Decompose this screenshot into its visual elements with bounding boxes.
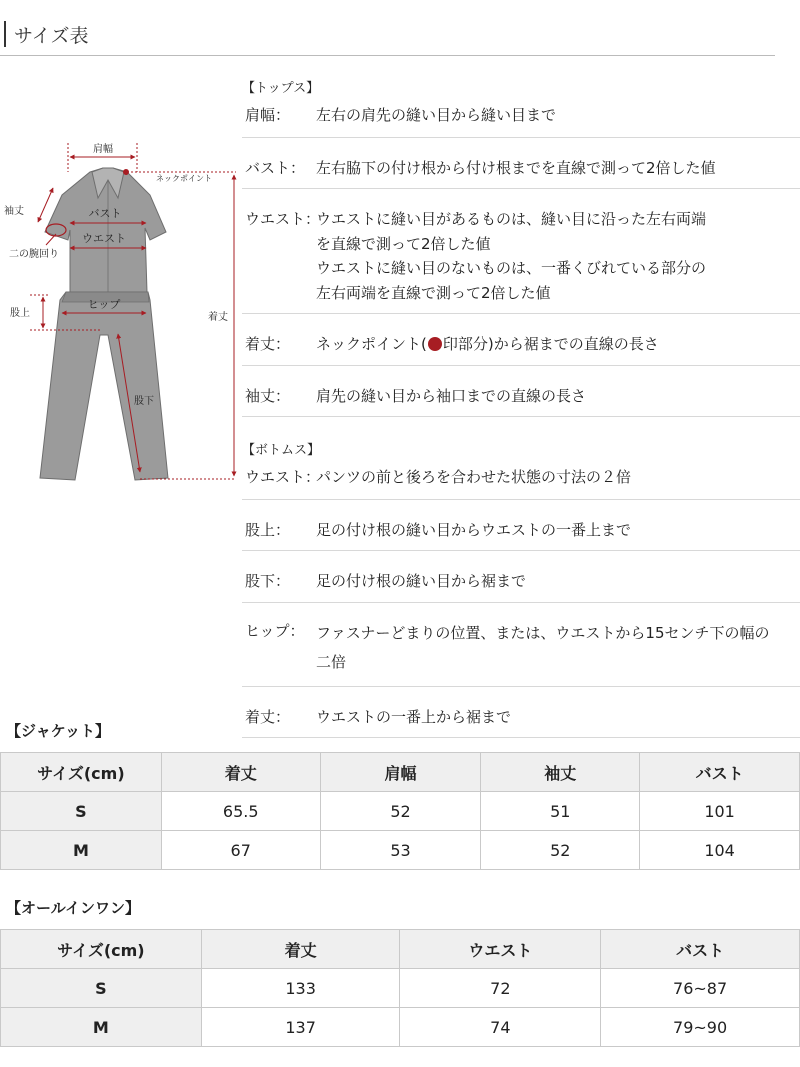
def-line: ウエストに縫い目があるものは、縫い目に沿った左右両端 [316,210,707,228]
def-label: 股下： [245,572,291,590]
def-row-bottoms-waist [242,465,800,500]
def-text: パンツの前と後ろを合わせた状態の寸法の２倍 [316,468,632,486]
def-text: 足の付け根の縫い目から裾まで [316,572,527,590]
measurement-definitions [242,75,800,738]
def-label: 袖丈： [245,386,291,405]
value-cell: 79~90 [601,1008,800,1047]
table-row [1,1008,800,1047]
value-cell: 101 [640,792,800,831]
def-text: 足の付け根の縫い目からウエストの一番上まで [316,520,632,539]
value-cell: 76~87 [601,969,800,1008]
def-label: 肩幅： [245,106,291,124]
jacket-heading: 【ジャケット】 [6,722,110,740]
def-label: 着丈： [245,335,291,353]
def-text: 左右脇下の付け根から付け根までを直線で測って2倍した値 [316,158,716,177]
tops-heading: 【トップス】 [242,81,320,96]
def-text-post: 印部分)から裾までの直線の長さ [442,335,659,353]
def-text: 左右の肩先の縫い目から縫い目まで [316,106,557,124]
def-row-tops-bust [242,138,800,190]
page-title-text: サイズ表 [14,24,89,47]
value-cell: 133 [201,969,400,1008]
def-row-bottoms-hip [242,603,800,687]
label-bust: バスト [88,207,122,220]
value-cell: 104 [640,831,800,870]
col-header: 着丈 [201,930,400,969]
allinone-heading: 【オールインワン】 [6,899,140,917]
size-cell: M [1,1008,202,1047]
value-cell: 52 [481,831,640,870]
col-header: バスト [601,930,800,969]
col-header: 肩幅 [320,753,481,792]
size-cell: S [1,792,162,831]
label-waist: ウエスト [82,232,126,245]
garment-shirt [45,168,166,292]
garment-diagram [0,130,240,490]
col-header: バスト [640,753,800,792]
title-divider [0,55,775,56]
def-line: 二倍 [316,652,347,671]
label-katahaba: 肩幅 [93,144,113,155]
label-ninoude: 二の腕回り [9,249,59,260]
def-row-bottoms-matashita [242,551,800,603]
size-cell: S [1,969,202,1008]
def-row-tops-sodetake [242,366,800,418]
def-text [316,207,800,305]
value-cell: 72 [400,969,601,1008]
table-row [1,831,800,870]
def-label: 股上： [245,520,291,539]
def-label: ヒップ： [245,621,305,640]
label-sodetake: 袖丈 [4,206,24,217]
def-row-bottoms-matagami [242,500,800,552]
garment-pants [40,292,168,480]
def-line: を直線で測って2倍した値 [316,234,491,253]
bottoms-heading: 【ボトムス】 [242,443,321,458]
def-label: ウエスト： [245,468,321,486]
def-row-bottoms-kitake [242,687,800,739]
col-header: サイズ(cm) [1,753,162,792]
def-row-tops-katahaba [242,103,800,138]
table-row [1,792,800,831]
label-matagami: 股上 [10,308,30,319]
page-title [4,20,88,48]
label-kitake: 着丈 [208,312,228,323]
def-text [316,619,800,677]
value-cell: 67 [161,831,320,870]
def-text-pre: ネックポイント( [316,335,427,353]
value-cell: 53 [320,831,481,870]
col-header: ウエスト [400,930,601,969]
value-cell: 74 [400,1008,601,1047]
label-matashita: 股下 [134,396,154,407]
col-header: 着丈 [161,753,320,792]
col-header: 袖丈 [481,753,640,792]
value-cell: 137 [201,1008,400,1047]
allinone-size-table [0,929,800,1047]
def-text [316,332,800,357]
label-hip: ヒップ [87,298,121,311]
label-neck-point: ネックポイント [156,174,212,183]
def-line: ファスナーどまりの位置、または、ウエストから15センチ下の幅の [316,623,770,642]
def-text: 肩先の縫い目から袖口までの直線の長さ [316,386,587,405]
table-row [1,969,800,1008]
value-cell: 52 [320,792,481,831]
jacket-size-table [0,752,800,870]
table-header-row [1,930,800,969]
def-line: ウエストに縫い目のないものは、一番くびれている部分の [316,259,707,277]
col-header: サイズ(cm) [1,930,202,969]
value-cell: 51 [481,792,640,831]
table-header-row [1,753,800,792]
value-cell: 65.5 [161,792,320,831]
title-bar [4,21,6,47]
def-text: ウエストの一番上から裾まで [316,707,512,726]
def-row-tops-kitake [242,314,800,366]
def-row-tops-waist [242,189,800,314]
def-line: 左右両端を直線で測って2倍した値 [316,283,551,302]
def-label: 着丈： [245,707,291,726]
def-label: ウエスト： [245,210,321,228]
def-label: バスト： [245,158,306,177]
size-cell: M [1,831,162,870]
neck-point-dot-icon [428,337,442,351]
